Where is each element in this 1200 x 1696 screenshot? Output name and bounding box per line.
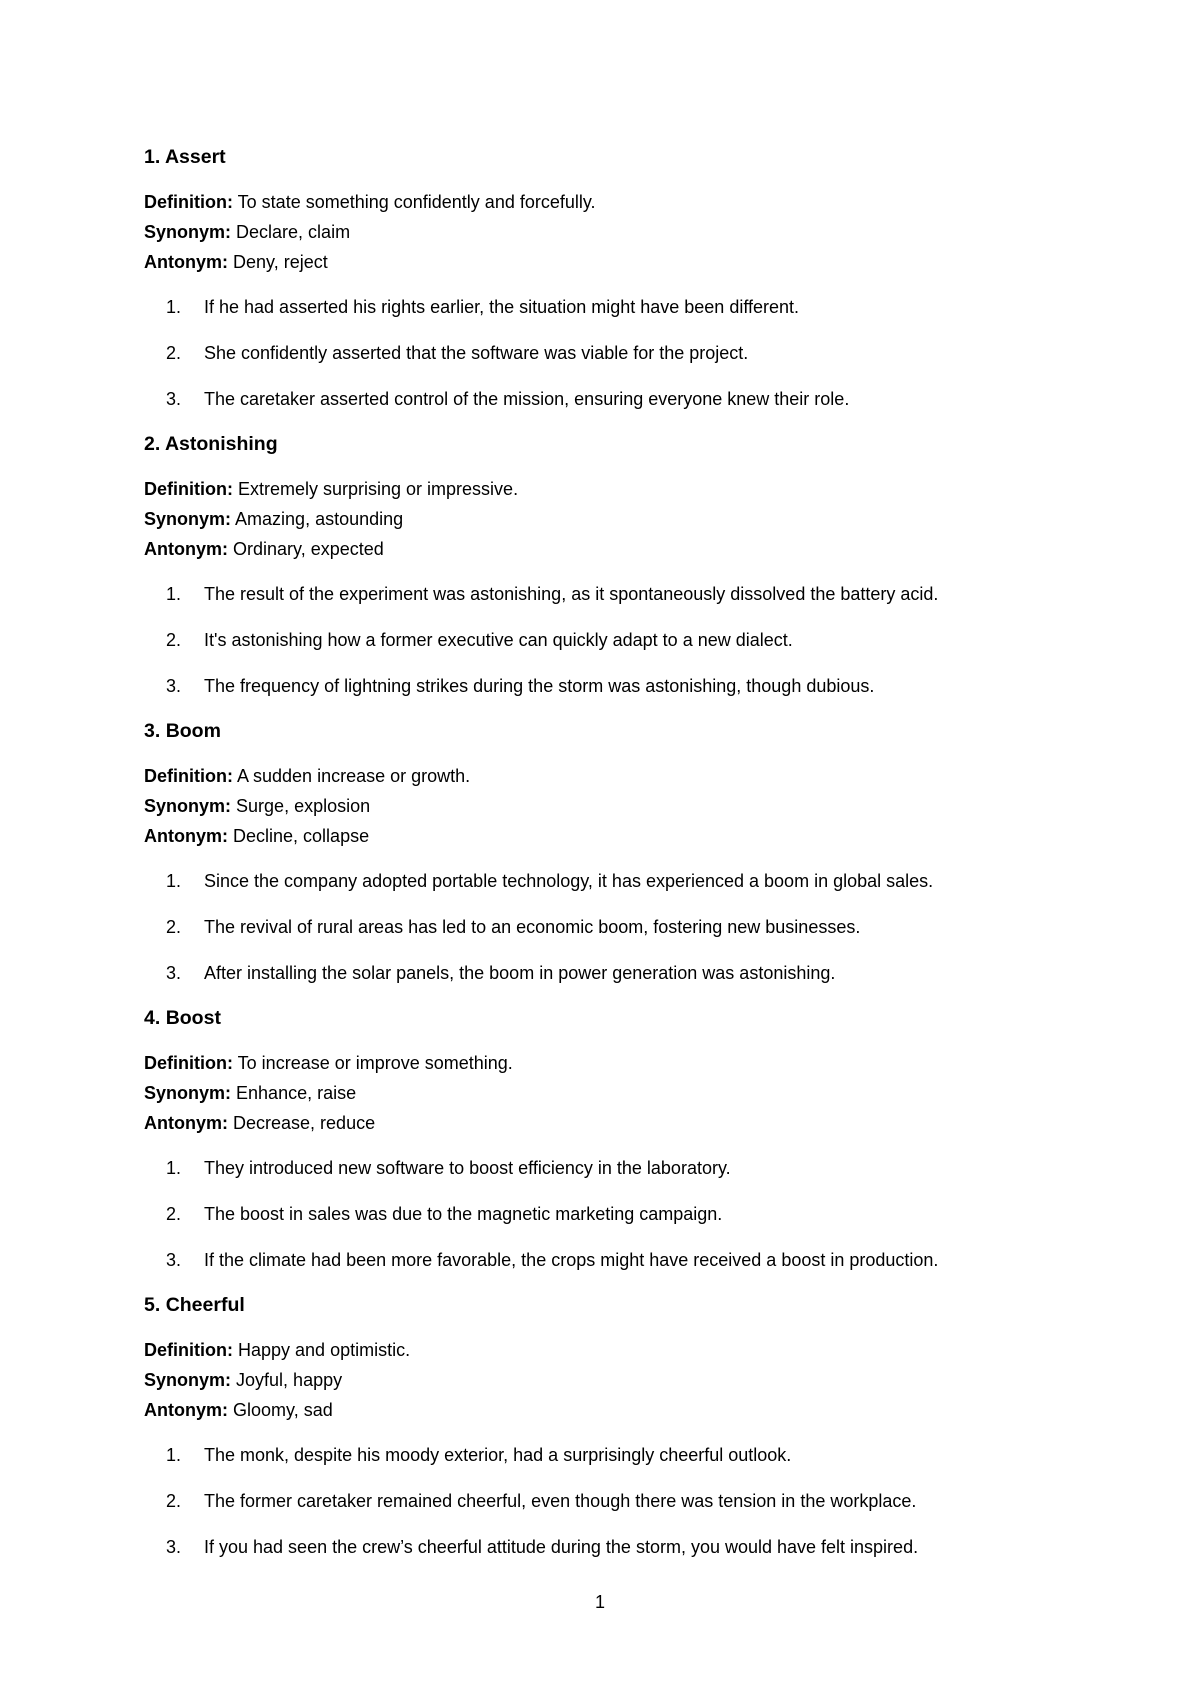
definition-label: Definition: <box>144 192 233 212</box>
example-sentence <box>132 866 1064 896</box>
example-number: 3. <box>166 963 182 983</box>
example-text: After installing the solar panels, the boom in power generation was astonishing. <box>204 963 836 983</box>
definition-text: A sudden increase or growth. <box>237 766 471 786</box>
synonym-text: Enhance, raise <box>236 1083 357 1103</box>
example-sentence <box>132 1245 1064 1275</box>
synonym-label: Synonym: <box>144 222 232 242</box>
synonym-text: Declare, claim <box>236 222 351 242</box>
vocab-entry-assert <box>144 142 1064 414</box>
definition-line <box>144 1048 1064 1078</box>
antonym-label: Antonym: <box>144 1113 228 1133</box>
entry-number: 2. <box>144 433 161 455</box>
entry-word: Boom <box>165 720 221 742</box>
example-text: If you had seen the crew’s cheerful attitude during the storm, you would have felt inspired. <box>204 1537 919 1557</box>
entry-number: 3. <box>144 720 161 742</box>
synonym-line <box>144 1078 1064 1108</box>
example-sentence <box>132 625 1064 655</box>
example-text: If the climate had been more favorable, the crops might have received a boost in production. <box>204 1250 939 1270</box>
definition-line <box>144 187 1064 217</box>
synonym-label: Synonym: <box>144 509 232 529</box>
entry-word: Assert <box>164 146 226 168</box>
example-list <box>144 1153 1064 1275</box>
example-text: The monk, despite his moody exterior, had a surprisingly cheerful outlook. <box>204 1445 792 1465</box>
example-text: She confidently asserted that the software was viable for the project. <box>204 343 749 363</box>
synonym-label: Synonym: <box>144 1083 232 1103</box>
vocab-entry-boom <box>144 716 1064 988</box>
example-sentence <box>132 579 1064 609</box>
example-number: 2. <box>166 1491 182 1511</box>
entry-definitions <box>144 187 1064 277</box>
entry-heading <box>144 1290 1064 1320</box>
antonym-text: Gloomy, sad <box>233 1400 333 1420</box>
antonym-text: Deny, reject <box>233 252 328 272</box>
example-number: 2. <box>166 343 182 363</box>
example-list <box>144 1440 1064 1562</box>
example-number: 1. <box>166 1445 182 1465</box>
antonym-text: Decline, collapse <box>233 826 370 846</box>
example-sentence <box>132 1153 1064 1183</box>
antonym-text: Decrease, reduce <box>233 1113 376 1133</box>
example-sentence <box>132 1199 1064 1229</box>
example-text: Since the company adopted portable technology, it has experienced a boom in global sales. <box>204 871 934 891</box>
example-number: 2. <box>166 1204 182 1224</box>
definition-text: To increase or improve something. <box>237 1053 513 1073</box>
example-text: The caretaker asserted control of the mission, ensuring everyone knew their role. <box>204 389 850 409</box>
example-text: The revival of rural areas has led to an economic boom, fostering new businesses. <box>204 917 861 937</box>
antonym-label: Antonym: <box>144 1400 228 1420</box>
synonym-label: Synonym: <box>144 1370 232 1390</box>
example-text: It's astonishing how a former executive can quickly adapt to a new dialect. <box>204 630 793 650</box>
example-number: 3. <box>166 676 182 696</box>
antonym-text: Ordinary, expected <box>233 539 384 559</box>
antonym-label: Antonym: <box>144 252 228 272</box>
entry-definitions <box>144 761 1064 851</box>
definition-label: Definition: <box>144 1340 233 1360</box>
entry-word: Astonishing <box>164 433 278 455</box>
entry-heading <box>144 429 1064 459</box>
example-list <box>144 866 1064 988</box>
definition-text: To state something confidently and forcefully. <box>237 192 596 212</box>
example-sentence <box>132 912 1064 942</box>
document-body <box>144 142 1064 1578</box>
example-number: 2. <box>166 917 182 937</box>
entry-definitions <box>144 1335 1064 1425</box>
entry-heading <box>144 716 1064 746</box>
synonym-text: Amazing, astounding <box>235 509 404 529</box>
example-text: The frequency of lightning strikes during the storm was astonishing, though dubious. <box>204 676 875 696</box>
synonym-line <box>144 791 1064 821</box>
example-sentence <box>132 1486 1064 1516</box>
example-number: 1. <box>166 297 182 317</box>
definition-text: Extremely surprising or impressive. <box>238 479 519 499</box>
example-number: 3. <box>166 1250 182 1270</box>
example-number: 3. <box>166 1537 182 1557</box>
example-number: 1. <box>166 871 182 891</box>
entry-definitions <box>144 474 1064 564</box>
example-number: 2. <box>166 630 182 650</box>
example-sentence <box>132 1440 1064 1470</box>
antonym-line <box>144 821 1064 851</box>
example-sentence <box>132 958 1064 988</box>
example-number: 1. <box>166 584 182 604</box>
example-sentence <box>132 338 1064 368</box>
vocab-entry-astonishing <box>144 429 1064 701</box>
entry-word: Boost <box>165 1007 221 1029</box>
example-text: If he had asserted his rights earlier, the situation might have been different. <box>204 297 800 317</box>
example-sentence <box>132 384 1064 414</box>
antonym-label: Antonym: <box>144 539 228 559</box>
entry-number: 5. <box>144 1294 161 1316</box>
example-sentence <box>132 671 1064 701</box>
definition-label: Definition: <box>144 766 233 786</box>
antonym-line <box>144 1395 1064 1425</box>
entry-number: 4. <box>144 1007 161 1029</box>
example-text: The result of the experiment was astonishing, as it spontaneously dissolved the battery acid. <box>204 584 939 604</box>
example-text: They introduced new software to boost efficiency in the laboratory. <box>204 1158 731 1178</box>
example-text: The former caretaker remained cheerful, even though there was tension in the workplace. <box>204 1491 917 1511</box>
synonym-line <box>144 504 1064 534</box>
definition-text: Happy and optimistic. <box>238 1340 411 1360</box>
antonym-line <box>144 534 1064 564</box>
vocab-entry-boost <box>144 1003 1064 1275</box>
example-list <box>144 579 1064 701</box>
example-number: 1. <box>166 1158 182 1178</box>
synonym-text: Surge, explosion <box>236 796 371 816</box>
definition-line <box>144 474 1064 504</box>
definition-label: Definition: <box>144 479 233 499</box>
entry-definitions <box>144 1048 1064 1138</box>
example-sentence <box>132 1532 1064 1562</box>
synonym-line <box>144 217 1064 247</box>
antonym-label: Antonym: <box>144 826 228 846</box>
synonym-label: Synonym: <box>144 796 232 816</box>
entry-number: 1. <box>144 146 161 168</box>
synonym-text: Joyful, happy <box>236 1370 343 1390</box>
synonym-line <box>144 1365 1064 1395</box>
example-text: The boost in sales was due to the magnetic marketing campaign. <box>204 1204 723 1224</box>
entry-word: Cheerful <box>165 1294 245 1316</box>
definition-line <box>144 761 1064 791</box>
example-list <box>144 292 1064 414</box>
page-number: 1 <box>594 1592 605 1612</box>
entry-heading <box>144 1003 1064 1033</box>
definition-line <box>144 1335 1064 1365</box>
antonym-line <box>144 1108 1064 1138</box>
example-number: 3. <box>166 389 182 409</box>
example-sentence <box>132 292 1064 322</box>
vocab-entry-cheerful <box>144 1290 1064 1562</box>
definition-label: Definition: <box>144 1053 233 1073</box>
entry-heading <box>144 142 1064 172</box>
antonym-line <box>144 247 1064 277</box>
